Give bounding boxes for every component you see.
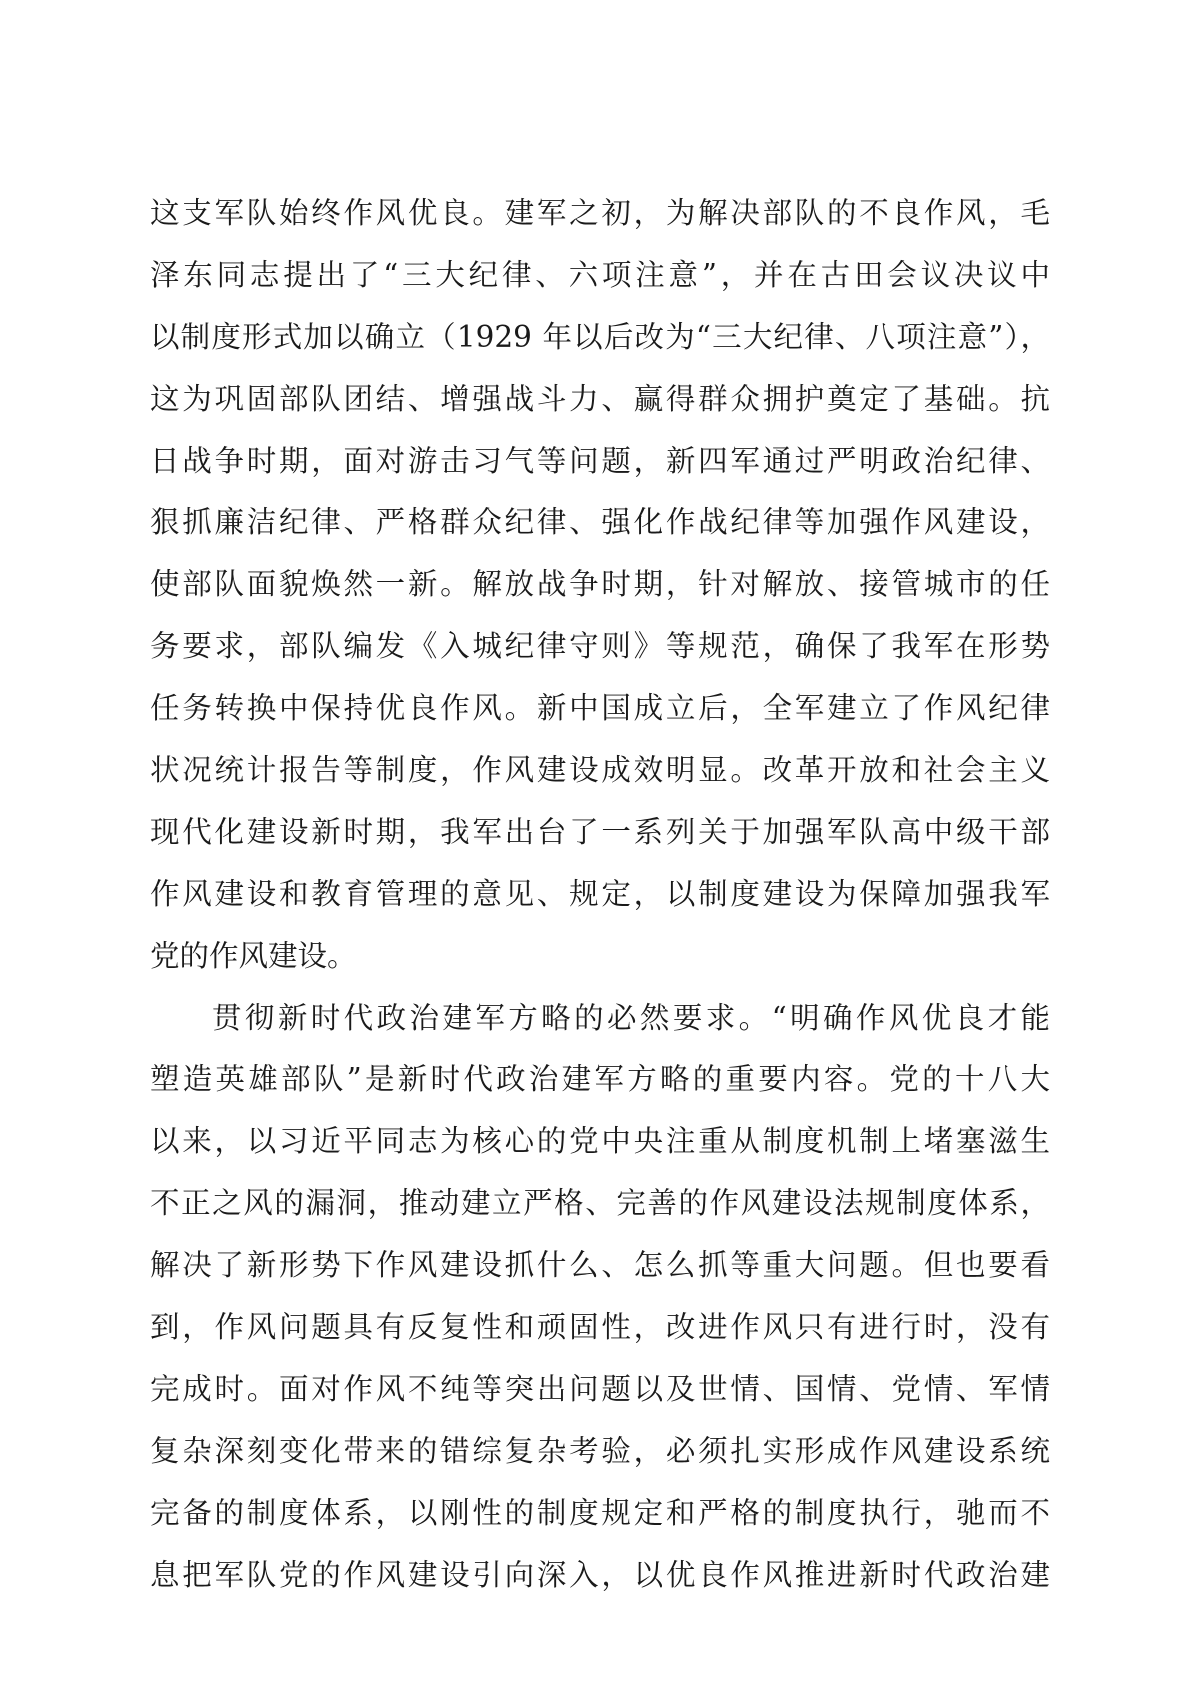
- paragraph-end-line: 党的作风建设。: [150, 938, 357, 973]
- text-line: 完备的制度体系，以刚性的制度规定和严格的制度执行，驰而不: [150, 1495, 1050, 1530]
- text-line: 到，作风问题具有反复性和顽固性，改进作风只有进行时，没有: [150, 1310, 1050, 1345]
- text-line: 这支军队始终作风优良。建军之初，为解决部队的不良作风，毛: [150, 196, 1050, 230]
- text-line: 以制度形式加以确立（1929 年以后改为“三大纪律、八项注意”），: [150, 319, 1050, 354]
- body-text: [150, 183, 1050, 1606]
- text-line: 塑造英雄部队”是新时代政治建军方略的重要内容。党的十八大: [150, 1062, 1050, 1097]
- text-line: 狠抓廉洁纪律、严格群众纪律、强化作战纪律等加强作风建设，: [150, 505, 1050, 540]
- text-line: 完成时。面对作风不纯等突出问题以及世情、国情、党情、军情: [150, 1371, 1050, 1406]
- text-line: 务要求，部队编发《入城纪律守则》等规范，确保了我军在形势: [150, 629, 1050, 664]
- text-line: 复杂深刻变化带来的错综复杂考验，必须扎实形成作风建设系统: [150, 1433, 1050, 1468]
- text-line: 以来，以习近平同志为核心的党中央注重从制度机制上堵塞滋生: [150, 1124, 1050, 1159]
- text-line: 解决了新形势下作风建设抓什么、怎么抓等重大问题。但也要看: [150, 1248, 1050, 1283]
- text-line: 这为巩固部队团结、增强战斗力、赢得群众拥护奠定了基础。抗: [150, 381, 1050, 416]
- text-line: 任务转换中保持优良作风。新中国成立后，全军建立了作风纪律: [150, 691, 1050, 726]
- text-line: 使部队面貌焕然一新。解放战争时期，针对解放、接管城市的任: [150, 567, 1050, 602]
- text-line: 不正之风的漏洞，推动建立严格、完善的作风建设法规制度体系，: [150, 1186, 1050, 1221]
- text-line: 状况统计报告等制度，作风建设成效明显。改革开放和社会主义: [150, 753, 1050, 788]
- text-line: 作风建设和教育管理的意见、规定，以制度建设为保障加强我军: [150, 876, 1050, 911]
- text-line: 现代化建设新时期，我军出台了一系列关于加强军队高中级干部: [150, 814, 1050, 849]
- text-line: 泽东同志提出了“三大纪律、六项注意”，并在古田会议决议中: [150, 257, 1050, 292]
- text-line: 日战争时期，面对游击习气等问题，新四军通过严明政治纪律、: [150, 443, 1050, 478]
- text-line: 息把军队党的作风建设引向深入，以优良作风推进新时代政治建: [150, 1557, 1050, 1592]
- paragraph-start-line: 贯彻新时代政治建军方略的必然要求。“明确作风优良才能: [212, 1000, 1050, 1035]
